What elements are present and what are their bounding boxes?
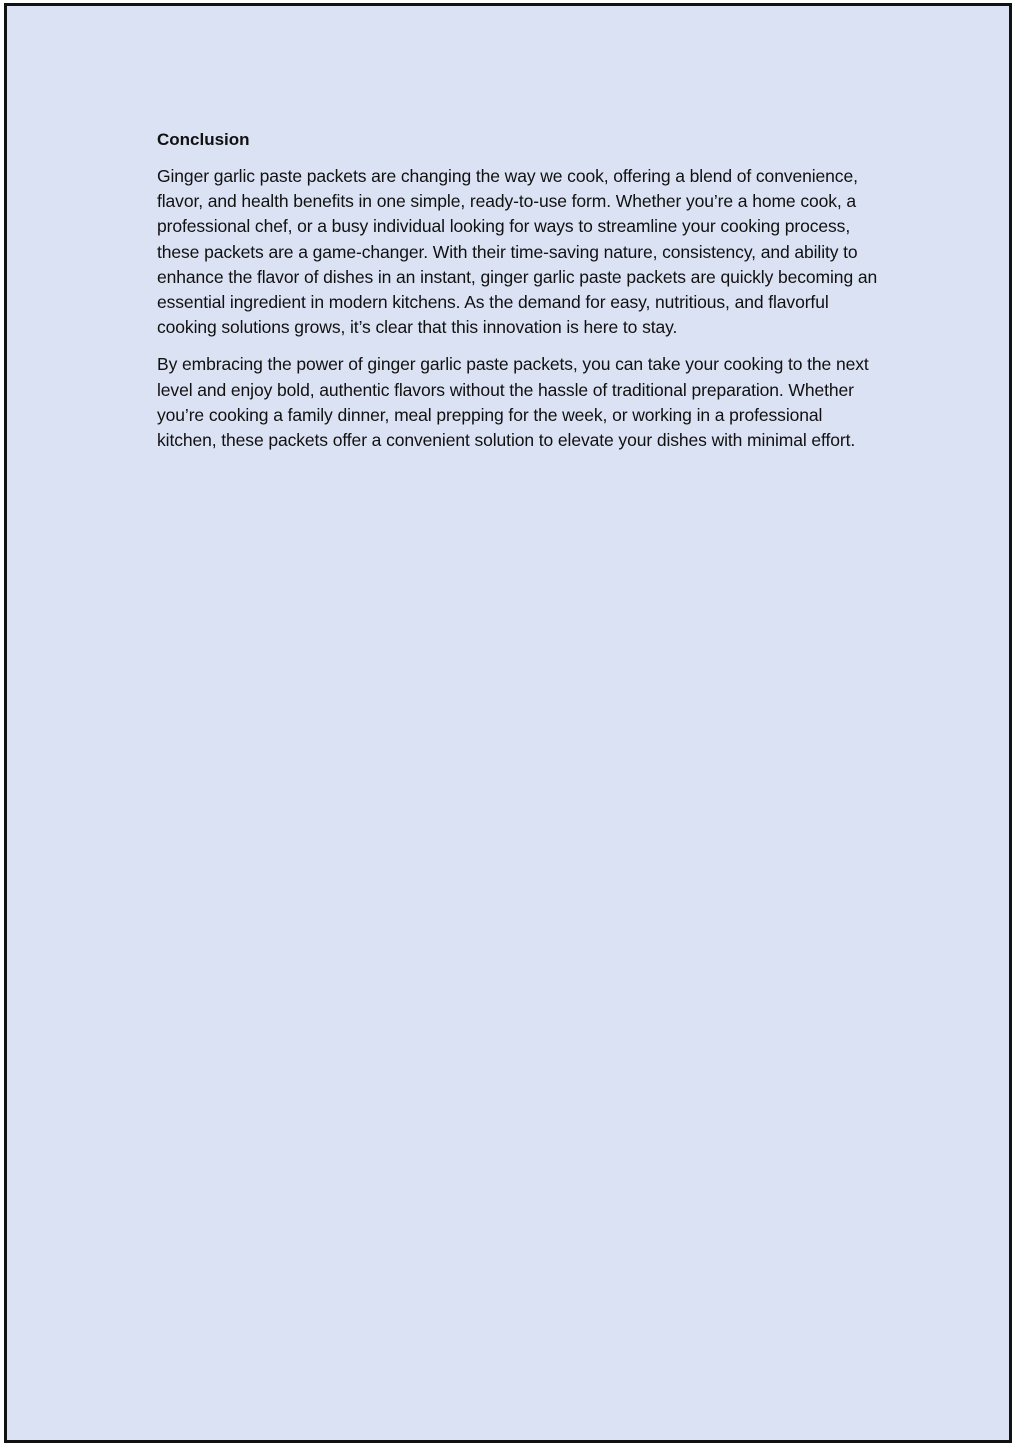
paragraph: By embracing the power of ginger garlic paste packets, you can take your cooking to the next level and enjoy bold, authentic flavors without the hassle of traditional preparation. Whether you’re cooking a family dinner, meal prepping for the week, or working in a professional kitchen, these packets offer a convenient solution to elevate your dishes with minimal effort. (157, 354, 869, 451)
paragraph: Ginger garlic paste packets are changing the way we cook, offering a blend of convenience, flavor, and health benefits in one simple, ready-to-use form. Whether you’re a home cook, a professional chef, or a busy individual looking for ways to streamline your cooking process, these packets are a game-changer. With their time-saving nature, consistency, and ability to enhance the flavor of dishes in an instant, ginger garlic paste packets are quickly becoming an essential ingredient in modern kitchens. As the demand for easy, nutritious, and flavorful cooking solutions grows, it’s clear that this innovation is here to stay. (157, 166, 878, 338)
document-page (4, 3, 1012, 1443)
document-content (157, 127, 885, 465)
section-heading: Conclusion (157, 130, 250, 149)
